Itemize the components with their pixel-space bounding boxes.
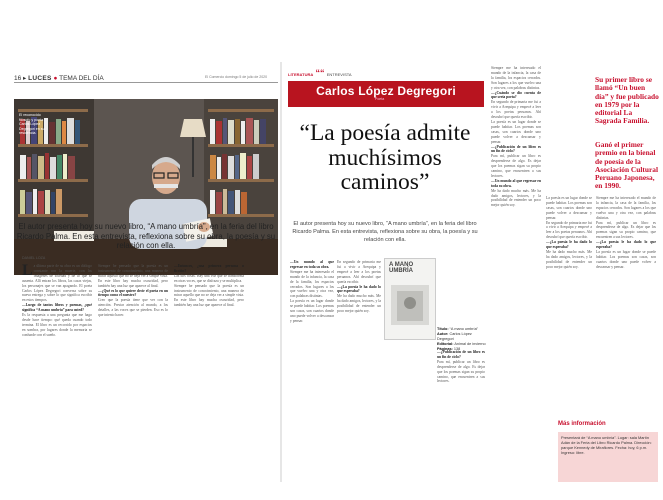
question: —¿Publicación de un libro es un fin de ciclo?: [437, 350, 485, 359]
photo-caption: El reconocido filósofo y poeta Carlos López Degregori en su residencia.: [19, 113, 45, 135]
right-column-3-bottom: [437, 350, 485, 482]
book-info: [437, 327, 487, 352]
question: —Entonces, ¿usa primera persona o ficción?: [174, 264, 244, 273]
question: —¿La poesía le ha dado lo que esperaba?: [596, 240, 656, 250]
left-column-3: [174, 264, 244, 479]
section-folio: 16 ▸ LUCES ● TEMA DEL DÍA: [14, 75, 104, 82]
info-box-title: Más información: [558, 421, 606, 427]
lead-paragraph: El autor presenta hoy su nuevo libro, “A mano umbría”, en la feria del libro Ricardo Palma. En esta entrevista, reflexiona sobre su obra, la poesía y su relación con ella.: [16, 222, 276, 250]
right-column-6: [596, 196, 656, 416]
side-quote-1: Su primer libro se llamó “Un buen día” y fue publicado en 1979 por la editorial La Sagrada Familia.: [595, 75, 659, 126]
answer: Me ha dado mucho más. Me ha dado amigos, lectores, y la posibilidad de entender un poco mejor quién soy.: [337, 294, 381, 314]
answer: Para mí, publicar un libro es desprenderse de algo. Es dejar que los poemas sigan su propio camino, que encuentren a sus lectores.: [437, 359, 485, 384]
book-cover-title: A MANO UMBRÍA: [389, 262, 414, 274]
book-title: “A mano umbría”: [449, 327, 478, 331]
dek: El autor presenta hoy su nuevo libro, “A mano umbría”, en la feria del libro Ricardo Palma. En esta entrevista, reflexiona sobre su obra, la poesía y su relación con ella.: [292, 221, 478, 244]
author-role: Poeta: [375, 97, 385, 101]
section-name: LITERATURA: [288, 72, 314, 77]
answer: En segundo de primaria me fui a vivir a Arequipa y empecé a leer a los poetas peruanos. Ahí descubrí que quería escribir.: [546, 220, 592, 240]
page-number: 16: [14, 75, 22, 82]
header-rule: [14, 82, 278, 83]
section-sub: ENTREVISTA: [326, 72, 352, 77]
answer: Es la respuesta a una pregunta que me hago desde hace tiempo: qué queda cuando todo termina. El libro es un recorrido por espacios en sombra, por lugares donde la memoria se confunde con el sueño.: [22, 313, 92, 337]
answer: Para mí, publicar un libro es desprenderse de algo. Es dejar que los poemas sigan su propio camino, que encuentren a sus lectores.: [491, 154, 541, 178]
question: —Luego de tantos libros y poemas, ¿qué significa “A mano umbría” para usted?: [22, 303, 92, 313]
book-publisher: Animal de invierno: [454, 342, 486, 346]
section-bar: [288, 68, 352, 78]
book-pages-label: Páginas:: [437, 347, 453, 351]
book-pages: 138: [453, 347, 461, 351]
page-gutter: [280, 62, 282, 482]
answer: Me ha dado mucho más. Me ha dado amigos, lectores, y la posibilidad de entender un poco mejor quién soy.: [491, 188, 541, 208]
question: —Un mundo al que regresar en toda su obra.: [491, 178, 541, 188]
article-text: Siempre he pensado que la poesía es un instrumento de conocimiento, una manera de mirar aquello que no se deja ver a simple vista. En este libro hay mucha oscuridad, pero también hay una luz que aparece al final.: [174, 283, 244, 308]
book-author-label: Autor:: [437, 332, 449, 336]
question: —¿La poesía le ha dado lo que esperaba?: [337, 284, 381, 294]
right-column-2: [337, 260, 381, 482]
book-title-label: Título:: [437, 327, 449, 331]
answer: Las dos cosas. Hay una voz que se transforma en otras voces, que se disfraza y se multiplica.: [174, 273, 244, 283]
question: —¿Cuándo se dio cuenta de que sería poeta?: [491, 90, 541, 100]
quote-mark-icon: ““: [315, 68, 325, 78]
section-name: LUCES: [28, 75, 52, 82]
headline: “La poesía admite muchísimos caminos”: [299, 120, 471, 195]
answer: La poesía es un lugar donde se puede habitar. Los poemas son casas, son cuartos donde uno puede volver a descansar y pensar.: [546, 196, 592, 220]
right-column-5: [546, 196, 592, 416]
article-text: a última parte de su obra es un diálogo constante con la muerte, con las imágenes de soledad y de lo que se ausenta. Allí entran los libros, las casas viejas, los personajes que se van apagando. El poeta Carlos López Degregori conversa sobre su nueva entrega y sobre lo que significa escribir en estos tiempos.: [22, 264, 92, 303]
book-publisher-label: Editorial:: [437, 342, 454, 346]
author-name: Carlos López Degregori: [316, 84, 456, 98]
answer: La poesía es un lugar donde se puede habitar. Los poemas son casas, son cuartos donde uno puede volver a descansar y pensar.: [290, 299, 334, 323]
answer: La poesía es un lugar donde se puede habitar. Los poemas son casas, son cuartos donde uno puede volver a descansar y pensar.: [596, 249, 656, 269]
left-column-1: [22, 264, 92, 479]
section-tag: TEMA DEL DÍA: [59, 75, 104, 82]
info-box-text: Presentará de “A mano umbría”. Lugar: sala Martín Adán de la Feria del Libro Ricardo Palma. Dirección: parque Kennedy de Miraflores. Fecha: hoy, 6 p.m. Ingreso: libre.: [561, 435, 652, 455]
answer: Me ha dado mucho más. Me ha dado amigos, lectores, y la posibilidad de entender un poco mejor quién soy.: [546, 249, 592, 269]
answer: Creo que la poesía tiene que ver con la atención. Prestar atención al mundo, a los detalles, a las voces que se pierden. Eso es lo que intento hacer.: [98, 298, 168, 318]
answer: Siempre me ha interesado el mundo de la infancia, la casa de la familia, los espacios cerrados. Son lugares a los que vuelvo una y otra vez, con palabras distintas.: [290, 269, 334, 299]
question: —¿Qué es lo que quiere decir el poeta en un tiempo como el nuestro?: [98, 288, 168, 298]
answer: Para mí, publicar un libro es desprenderse de algo. Es dejar que los poemas sigan su propio camino, que encuentren a sus lectores.: [596, 220, 656, 240]
right-column-4: [491, 66, 541, 482]
book-author: Carlos López Degregori: [437, 332, 472, 341]
question: —Un mundo al que regresar en toda su obra.: [290, 260, 334, 269]
answer: Siempre me ha interesado el mundo de la infancia, la casa de la familia, los espacios cerrados. Son lugares a los que vuelvo una y otra vez, con palabras distintas.: [491, 66, 541, 90]
right-column-1: [290, 260, 334, 482]
answer: En segundo de primaria me fui a vivir a Arequipa y empecé a leer a los poetas peruanos. Ahí descubrí que quería escribir.: [491, 100, 541, 120]
question: —¿La poesía le ha dado lo que esperaba?: [546, 240, 592, 250]
date-line: El Comercio domingo 5 de julio de 2020: [205, 75, 268, 79]
answer: Siempre me ha interesado el mundo de la infancia, la casa de la familia, los espacios cerrados. Son lugares a los que vuelvo una y otra vez, con palabras distintas.: [596, 196, 656, 220]
answer: La poesía es un lugar donde se puede habitar. Los poemas son casas, son cuartos donde uno puede volver a descansar y pensar.: [491, 119, 541, 144]
article-text: Siempre he pensado que la poesía es un instrumento de conocimiento, una manera de mirar aquello que no se deja ver a simple vista. En este libro hay mucha oscuridad, pero también hay una luz que aparece al final.: [98, 264, 168, 288]
byline: DANIEL LOZA: [22, 256, 46, 260]
side-quote-2: Ganó el primer premio en la bienal de poesía de la Asociación Cultural Peruano Japonesa, en 1990.: [595, 140, 659, 191]
question: —¿Publicación de un libro es un fin de ciclo?: [491, 144, 541, 154]
left-column-2: [98, 264, 168, 479]
answer: En segundo de primaria me fui a vivir a Arequipa y empecé a leer a los poetas peruanos. Ahí descubrí que quería escribir.: [337, 260, 381, 284]
dropcap: L: [22, 264, 33, 279]
